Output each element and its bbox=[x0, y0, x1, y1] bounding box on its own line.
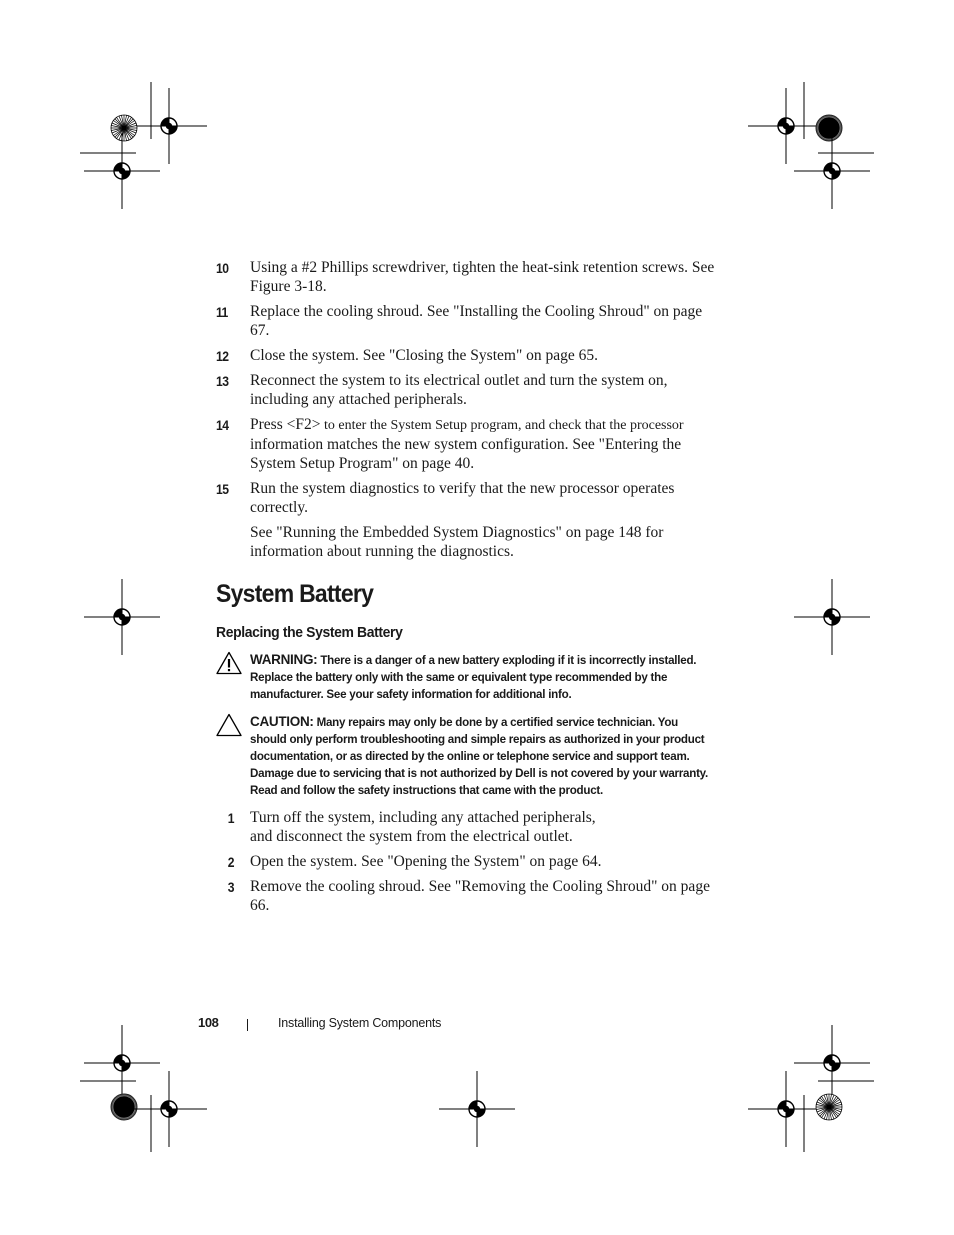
page-body bbox=[216, 258, 716, 921]
step-item bbox=[216, 415, 716, 473]
step-text bbox=[250, 415, 716, 473]
step-text: Open the system. See "Opening the System" on page 64. bbox=[250, 852, 602, 870]
step-number: 2 bbox=[227, 854, 234, 870]
step-note: See "Running the Embedded System Diagnostics" on page 148 for information about running the diagnostics. bbox=[250, 524, 664, 560]
step-item bbox=[216, 877, 716, 915]
caution-triangle-icon bbox=[216, 713, 242, 737]
warning-triangle-icon bbox=[216, 651, 242, 675]
step-text: Remove the cooling shroud. See "Removing the Cooling Shroud" on page 66. bbox=[250, 877, 710, 914]
step-text: Replace the cooling shroud. See "Installing the Cooling Shroud" on page 67. bbox=[250, 303, 703, 339]
footer-section-name: Installing System Components bbox=[278, 1016, 442, 1030]
step-number: 13 bbox=[216, 374, 229, 389]
warning-label: WARNING: bbox=[250, 652, 318, 667]
step-number: 11 bbox=[216, 305, 228, 320]
step-item bbox=[216, 479, 716, 561]
step-text: Reconnect the system to its electrical outlet and turn the system on, including any attached peripherals. bbox=[250, 372, 668, 408]
subsection-title: Replacing the System Battery bbox=[216, 624, 403, 641]
step-number: 10 bbox=[216, 261, 229, 276]
step-item bbox=[216, 852, 716, 871]
step-text-condensed: to enter the System Setup program, and check that the processor bbox=[320, 418, 684, 433]
caution-notice bbox=[216, 713, 716, 800]
step-item bbox=[216, 258, 716, 296]
step-text-key: Press <F2> bbox=[250, 416, 321, 433]
caution-label: CAUTION: bbox=[250, 713, 314, 729]
footer-divider bbox=[247, 1019, 248, 1031]
step-number: 14 bbox=[216, 418, 229, 433]
step-text: Turn off the system, including any attached peripherals, bbox=[250, 808, 596, 826]
section-title: System Battery bbox=[216, 580, 374, 608]
step-text-rest: information matches the new system configuration. See "Entering the System Setup Program" on page 40. bbox=[250, 436, 682, 472]
step-text: Close the system. See "Closing the System" on page 65. bbox=[250, 347, 599, 364]
step-number: 15 bbox=[216, 482, 229, 497]
page-number: 108 bbox=[198, 1015, 219, 1030]
step-item bbox=[216, 371, 716, 409]
step-text: Using a #2 Phillips screwdriver, tighten the heat-sink retention screws. See Figure 3-18. bbox=[250, 259, 715, 295]
step-item bbox=[216, 302, 716, 340]
warning-notice bbox=[216, 651, 716, 704]
step-item bbox=[216, 346, 716, 365]
step-item bbox=[216, 808, 716, 846]
step-text: Run the system diagnostics to verify that the new processor operates correctly. bbox=[250, 480, 675, 516]
warning-text: There is a danger of a new battery exploding if it is incorrectly installed. Replace the battery only with the same or equivalent type recommended by the manufacturer. See your safety information for additional info. bbox=[250, 654, 697, 702]
step-number: 12 bbox=[216, 349, 229, 364]
step-number: 3 bbox=[227, 879, 234, 895]
step-number: 1 bbox=[227, 810, 234, 826]
step-text-continued: and disconnect the system from the electrical outlet. bbox=[250, 827, 573, 845]
battery-steps bbox=[216, 808, 716, 915]
caution-text: Many repairs may only be done by a certified service technician. You should only perform troubleshooting and simple repairs as authorized in your product documentation, or as directed by the online or telephone service and support team. Damage due to servicing that is not authorized by Dell is not covered by your warranty. Read and follow the safety instructions that came with the product. bbox=[250, 715, 708, 798]
